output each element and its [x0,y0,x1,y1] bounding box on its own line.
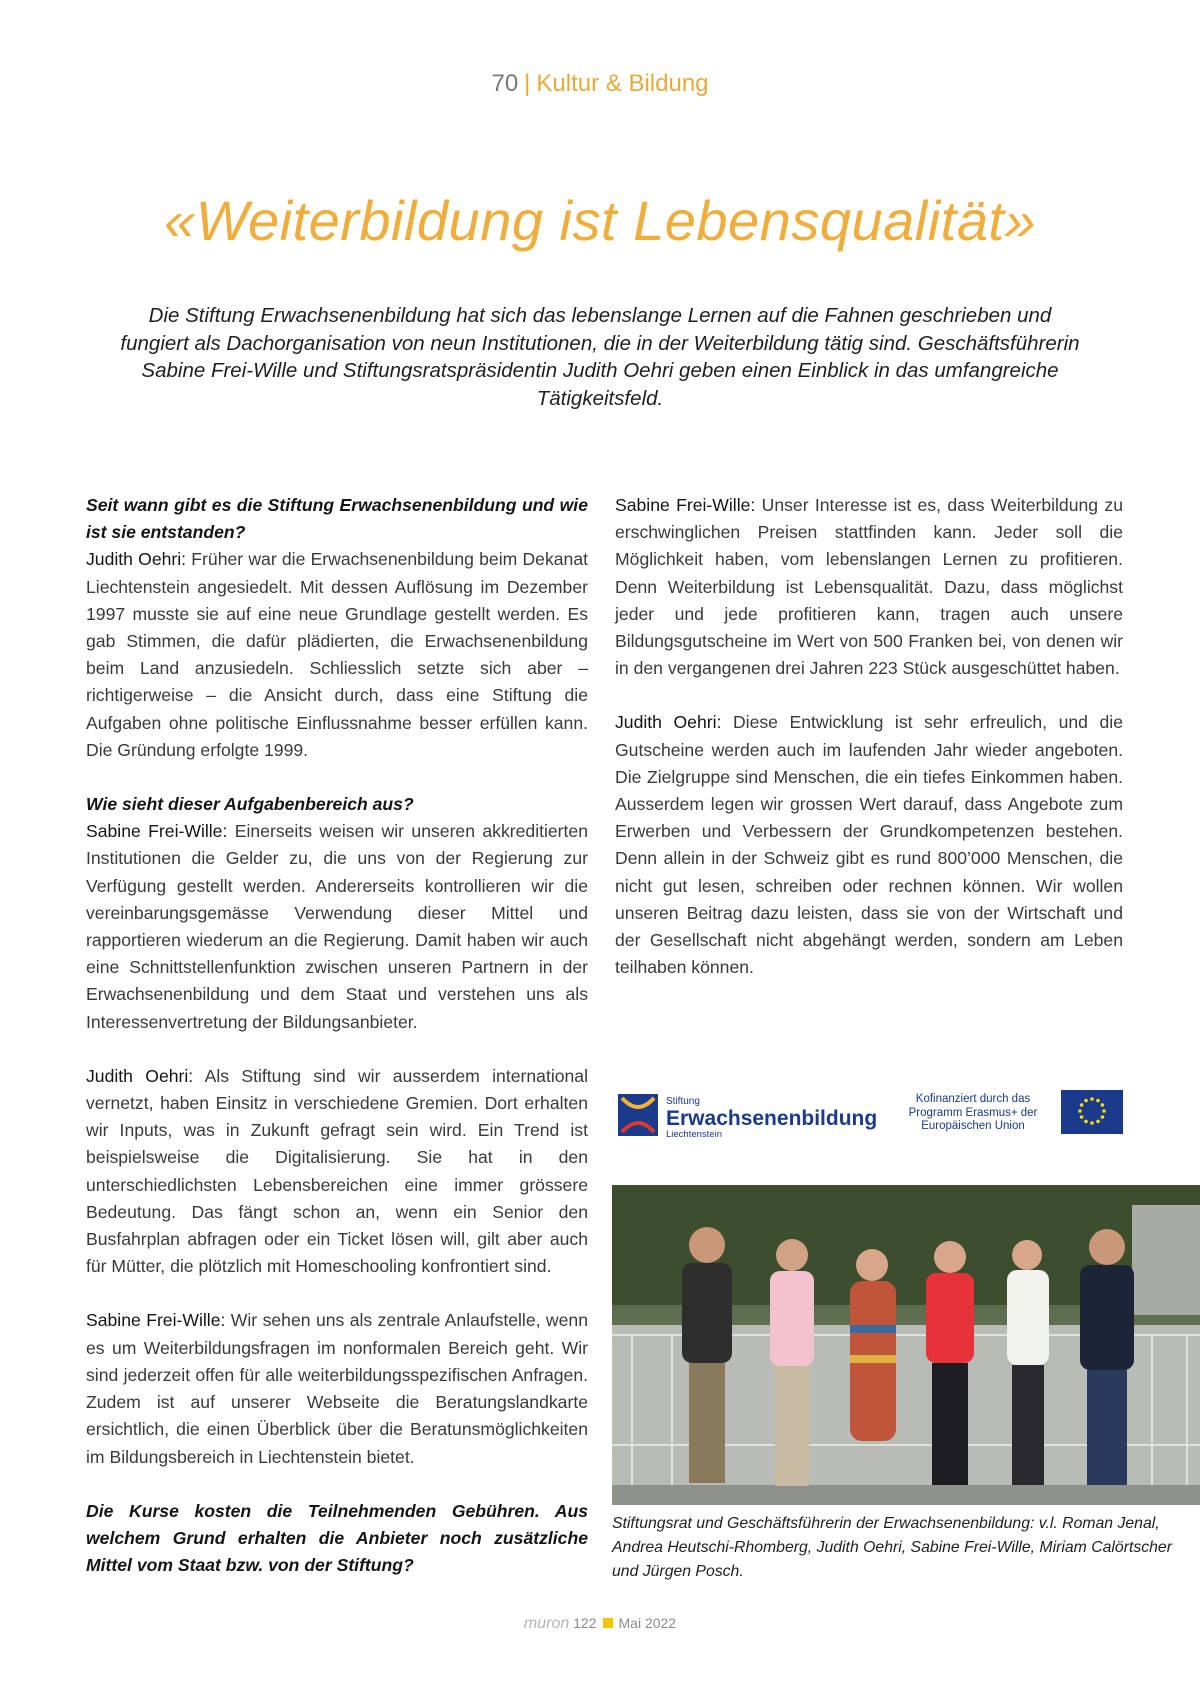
speaker-label: Sabine Frei-Wille: [615,495,756,515]
qa-block-2 [86,791,588,1036]
speaker-label: Judith Oehri: [86,1065,194,1086]
stiftung-logo [618,1090,878,1140]
article-title: «Weiterbildung ist Lebensqualität» [163,189,1037,252]
speaker-label: Judith Oehri: [86,549,187,570]
answer-text: Einerseits weisen wir unseren akkreditierten Institutionen die Gelder zu, die uns von der Regierung zur Verfügung gestellt werden. Andererseits kontrollieren wir die vereinbarungsgemässe Verwendung dieser Mittel und rapportieren wiederum an die Regierung. Damit haben wir auch eine Schnittstellenfunktion zwischen unseren Partnern in der Erwachsenenbildung und dem Staat und verstehen uns als Interessenvertretung der Bildungsanbieter. [86,821,589,1032]
answer-text: Wir sehen uns als zentrale Anlaufstelle, wenn es um Weiterbildungsfragen im nonformalen Bereich geht. Wir sind jederzeit offen für alle weiterbildungsspezifischen Anfragen. Zudem ist auf unserer Webseite die Beratungslandkarte ersichtlich, die einen Überblick über die Beratunsmöglichkeiten im Bildungsbereich in Liechtenstein bietet. [86,1310,588,1467]
article-lead: Die Stiftung Erwachsenenbildung hat sich das lebenslange Lernen auf die Fahnen geschrieben und fungiert als Dachorganisation von neun Institutionen, die in der Weiterbildung tätig sind. Geschäftsführerin Sabine Frei-Wille und Stiftungsratspräsidentin Judith Oehri geben einen Einblick in das umfangreiche Tätigkeitsfeld. [120,304,1080,410]
speaker-label: Sabine Frei-Wille: [86,1310,226,1331]
answer-block-6 [615,709,1123,981]
left-column [86,492,588,1579]
issue-date: Mai 2022 [618,1615,677,1631]
answer-block-4 [86,1307,588,1470]
eu-flag-icon [1061,1090,1123,1134]
answer-text: Als Stiftung sind wir ausserdem international vernetzt, haben Einsitz in verschiedene Gremien. Dort erhalten wir Inputs, was in Zukunft gefragt sein wird. Ein Trend ist beispielsweise die Digitalisierung. Sie hat in den unterschiedlichsten Lebensbereichen eine immer grössere Bedeutung. Das fängt schon an, wenn ein Senior den Busfahrplan abfragen oder ein Ticket lösen will, gilt aber auch für Mütter, die plötzlich mit Homeschooling konfrontiert sind. [86,1065,589,1277]
qa-block-1 [86,492,588,764]
page-footer [0,1615,1200,1633]
logo-name: Erwachsenenbildung [666,1107,878,1130]
section-name: Kultur & Bildung [536,70,709,97]
group-photo [612,1185,1200,1505]
group-photo-illustration [612,1185,1200,1505]
logo-strip [615,1087,1123,1147]
magazine-name: muron [523,1615,570,1632]
right-column [615,492,1123,1008]
logo-country: Liechtenstein [666,1129,722,1140]
speaker-label: Judith Oehri: [615,712,722,733]
page-header [0,70,1200,98]
answer-text: Früher war die Erwachsenenbildung beim Dekanat Liechtenstein angesiedelt. Mit dessen Auflösung im Dezember 1997 musste sie auf eine neue Grundlage gestellt werden. Es gab Stimmen, die dafür plädierten, die Erwachsenenbildung beim Land anzusiedeln. Schliesslich setzte sich aber – richtigerweise – die Ansicht durch, dass eine Stiftung die Aufgaben ohne politische Einflussnahme besser erfüllen kann. Die Gründung erfolgte 1999. [86,549,588,760]
question-3: Die Kurse kosten die Teilnehmenden Gebühren. Aus welchem Grund erhalten die Anbieter noch zusätzliche Mittel vom Staat bzw. von der Stiftung? [86,1500,588,1576]
photo-caption: Stiftungsrat und Geschäftsführerin der Erwachsenenbildung: v.l. Roman Jenal, Andrea Heutschi-Rhomberg, Judith Oehri, Sabine Frei-Wille, Miriam Calörtscher und Jürgen Posch. [612,1515,1172,1580]
question-1: Seit wann gibt es die Stiftung Erwachsenenbildung und wie ist sie entstanden? [86,495,588,543]
question-2: Wie sieht dieser Aufgabenbereich aus? [86,794,414,815]
footer-square-icon [603,1618,613,1628]
eu-funding-text: Kofinanziert durch das Programm Erasmus+ der Europäischen Union [908,1093,1038,1132]
speaker-label: Sabine Frei-Wille: [86,821,228,842]
answer-text: Diese Entwicklung ist sehr erfreulich, und die Gutscheine werden auch im laufenden Jahr wieder angeboten. Die Zielgruppe sind Menschen, die ein tiefes Einkommen haben. Ausserdem legen wir grossen Wert darauf, dass Angebote zum Erwerben und Verbessern der Grundkompetenzen bestehen. Denn allein in der Schweiz gibt es rund 800’000 Menschen, die nicht gut lesen, schreiben oder rechnen können. Wir wollen unseren Beitrag dazu leisten, dass sie von der Wirtschaft und der Gesellschaft nicht abgehängt werden, sondern am Leben teilhaben können. [615,712,1123,978]
issue-number: 122 [573,1615,597,1631]
answer-block-3 [86,1063,588,1281]
answer-text: Unser Interesse ist es, dass Weiterbildung zu erschwinglichen Preisen stattfinden kann. Jeder soll die Möglichkeit haben, vom lebenslangen Lernen zu profitieren. Denn Weiterbildung ist Lebensqualität. Dazu, dass möglichst jeder und jede profitieren kann, tragen auch unsere Bildungsgutscheine im Wert von 500 Franken bei, von denen wir in den vergangenen drei Jahren 223 Stück ausgeschüttet haben. [615,495,1123,679]
header-separator: | [524,70,531,97]
answer-block-5 [615,492,1123,682]
logo-small-text: Stiftung [666,1096,700,1107]
page-number: 70 [491,70,519,97]
eu-logo [905,1087,1123,1137]
